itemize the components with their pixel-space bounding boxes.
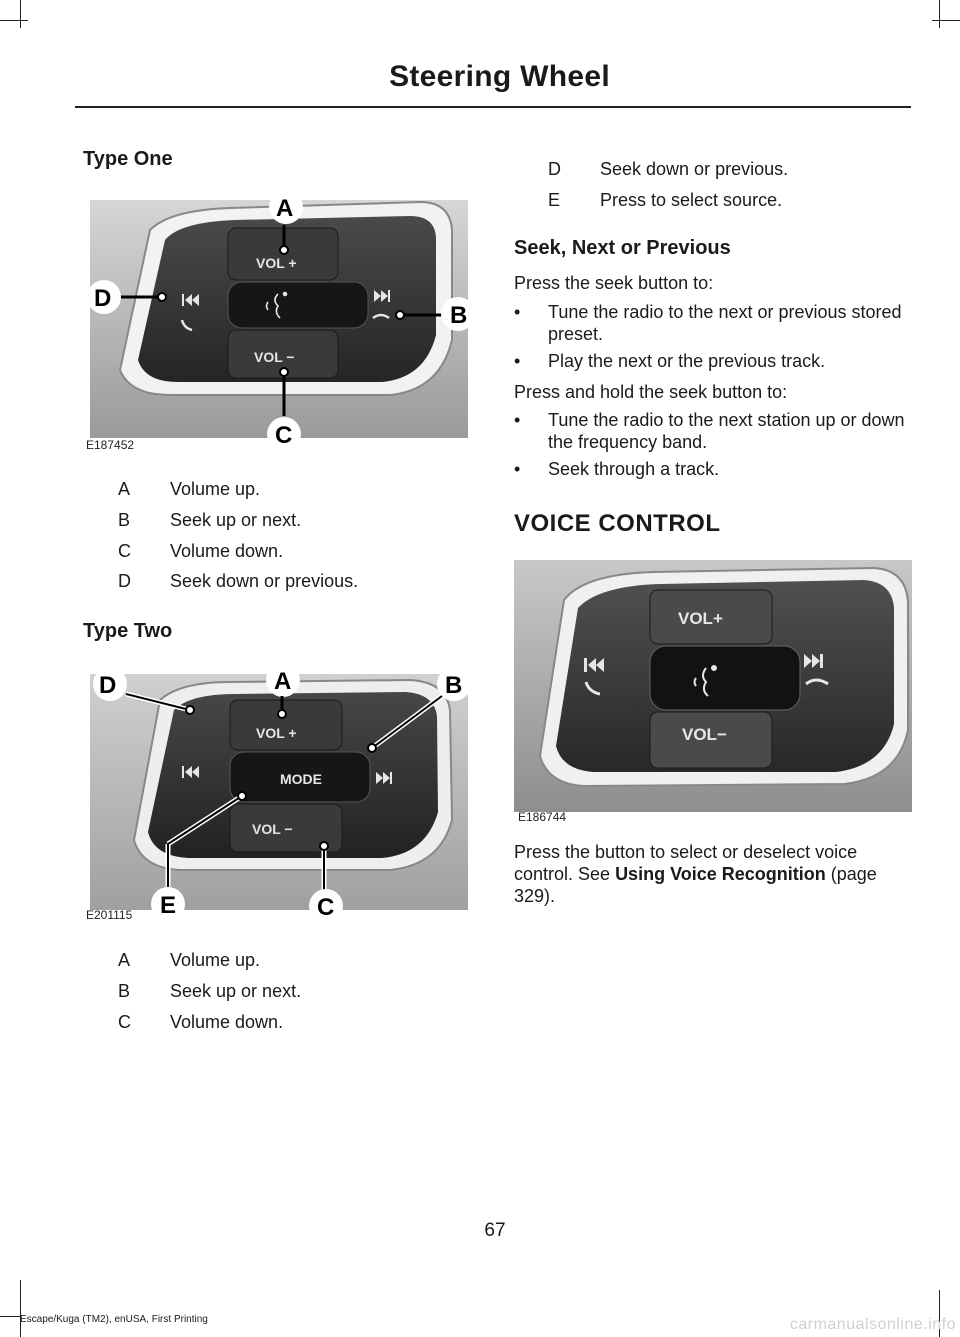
bullet-dot: •: [514, 459, 521, 479]
type-two-callout-c: C: [317, 894, 335, 921]
bullet-text: Tune the radio to the next or previous stored preset.: [548, 302, 902, 344]
crop-mark: [20, 1280, 21, 1337]
watermark: carmanualsonline.info: [789, 1316, 956, 1333]
voice-vol-minus-label: VOL−: [682, 725, 727, 744]
voice-control-page-ref: (page 329).: [514, 864, 877, 906]
voice-control-steering-controls-illustration: [514, 560, 912, 812]
key-text: Seek up or next.: [170, 510, 302, 530]
key-letter: D: [118, 571, 131, 591]
crop-mark: [939, 0, 940, 28]
voice-control-heading: VOICE CONTROL: [514, 510, 721, 537]
crop-mark: [0, 20, 28, 21]
key-text: Volume down.: [170, 541, 284, 561]
type-two-figure-code: E201115: [86, 908, 133, 922]
key-letter: D: [548, 159, 561, 179]
key-letter: B: [118, 510, 131, 530]
type-two-callout-a: A: [274, 668, 292, 695]
key-letter: E: [548, 190, 561, 210]
type-one-steering-controls-illustration: [90, 190, 470, 460]
type-one-vol-plus-label: VOL +: [256, 255, 297, 271]
crop-mark: [932, 20, 960, 21]
key-letter: A: [118, 950, 131, 970]
type-two-figure: [86, 660, 470, 930]
key-letter: C: [118, 541, 131, 561]
type-two-callout-e: E: [160, 892, 177, 919]
bullet-dot: •: [514, 410, 521, 430]
key-text: Volume down.: [170, 1012, 284, 1032]
page-title: Steering Wheel: [389, 60, 610, 93]
page-number: 67: [484, 1220, 506, 1241]
type-one-figure-code: E187452: [86, 438, 135, 452]
type-two-vol-minus-label: VOL −: [252, 821, 293, 837]
type-two-callout-d: D: [99, 672, 117, 699]
key-text: Volume up.: [170, 950, 261, 970]
bullet-text: Tune the radio to the next station up or down the frequency band.: [548, 410, 905, 452]
bullet-text: Seek through a track.: [548, 459, 720, 479]
type-two-heading: Type Two: [83, 620, 173, 642]
voice-control-figure: [514, 560, 912, 828]
footer-text: Escape/Kuga (TM2), enUSA, First Printing: [20, 1314, 208, 1325]
voice-recognition-link[interactable]: Using Voice Recognition: [615, 864, 826, 884]
seek-hold-intro: Press and hold the seek button to:: [514, 382, 788, 402]
header-rule: [75, 106, 911, 108]
type-one-heading: Type One: [83, 148, 173, 170]
type-one-callout-a: A: [276, 195, 294, 222]
type-one-callout-d: D: [94, 285, 112, 312]
key-letter: B: [118, 981, 131, 1001]
bullet-dot: •: [514, 302, 521, 322]
bullet-text: Play the next or the previous track.: [548, 351, 826, 371]
key-letter: C: [118, 1012, 131, 1032]
type-one-figure: [86, 190, 470, 460]
crop-mark: [20, 0, 21, 28]
key-text: Seek up or next.: [170, 981, 302, 1001]
seek-press-intro: Press the seek button to:: [514, 273, 714, 293]
type-two-vol-plus-label: VOL +: [256, 725, 297, 741]
key-text: Press to select source.: [600, 190, 783, 210]
type-one-callout-c: C: [275, 422, 293, 449]
type-two-steering-controls-illustration: [90, 660, 470, 930]
seek-heading: Seek, Next or Previous: [514, 237, 731, 259]
key-text: Seek down or previous.: [170, 571, 359, 591]
voice-control-figure-code: E186744: [518, 810, 567, 824]
key-letter: A: [118, 479, 131, 499]
type-two-mode-label: MODE: [280, 771, 322, 787]
key-text: Seek down or previous.: [600, 159, 789, 179]
voice-vol-plus-label: VOL+: [678, 609, 723, 628]
crop-mark: [0, 1316, 20, 1317]
key-text: Volume up.: [170, 479, 261, 499]
type-one-callout-b: B: [450, 302, 468, 329]
voice-control-text: Press the button to select or deselect voice control. See: [514, 842, 858, 884]
bullet-dot: •: [514, 351, 521, 371]
voice-control-paragraph: [514, 841, 910, 907]
type-two-callout-b: B: [445, 672, 463, 699]
type-one-vol-minus-label: VOL −: [254, 349, 295, 365]
